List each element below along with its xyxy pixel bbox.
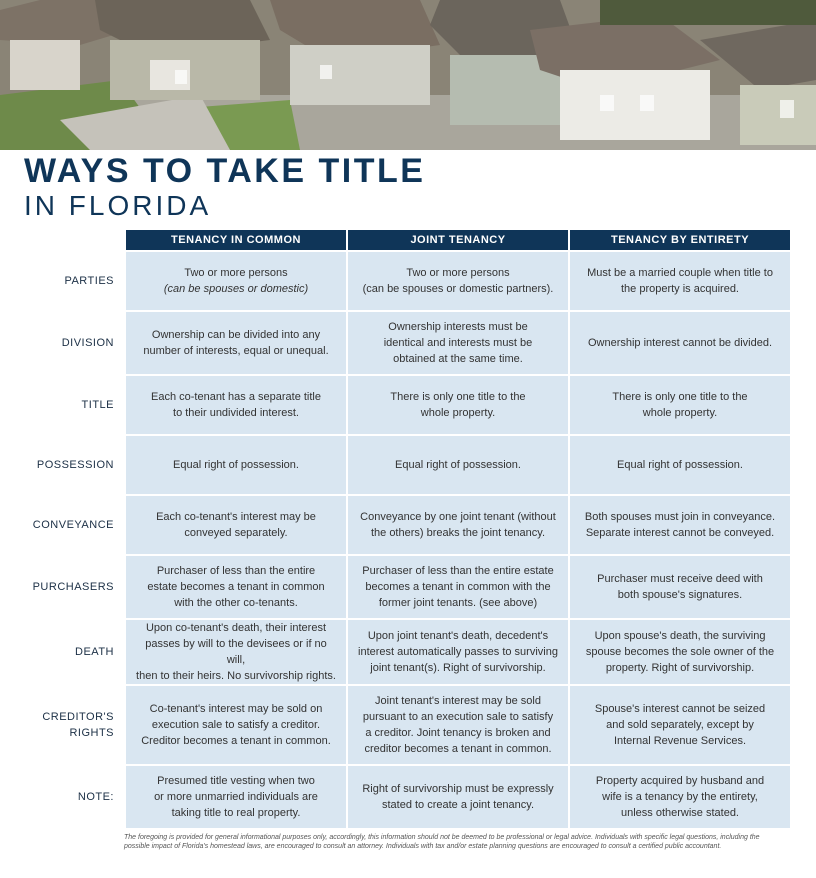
row-label — [26, 436, 124, 494]
disclaimer-footer: The foregoing is provided for general informational purposes only, accordingly, this information should not be deemed to be professional or legal advice. Individuals with specific legal questions, including the possible impact of Florida's homestead laws, are encouraged to consult an attorney. Individuals with tax and/or estate planning questions are encouraged to consult a certified public accountant. — [124, 834, 760, 850]
column-header-joint-tenancy: JOINT TENANCY — [348, 230, 568, 250]
cell-text-line: Ownership can be divided into any — [151, 329, 321, 341]
table-cell — [126, 252, 346, 310]
cell-text-line: identical and interests must be — [383, 337, 533, 349]
cell-text-line: conveyed separately. — [184, 527, 288, 539]
cell-text-line: or more unmarried individuals are — [154, 791, 318, 803]
cell-text-line: the others) breaks the joint tenancy. — [370, 527, 546, 539]
table-cell — [126, 556, 346, 618]
cell-text-line: Upon spouse's death, the surviving — [594, 630, 766, 642]
cell-text-line: a creditor. Joint tenancy is broken and — [365, 727, 551, 739]
table-row — [26, 556, 790, 618]
cell-text-line: creditor becomes a tenant in common. — [364, 743, 552, 755]
table-cell — [348, 376, 568, 434]
table-cell — [348, 252, 568, 310]
table-cell — [570, 376, 790, 434]
row-label-line: DEATH — [75, 646, 114, 658]
header-blank-cell — [26, 230, 124, 250]
row-label — [26, 496, 124, 554]
cell-text-line: Purchaser of less than the entire estate — [362, 565, 554, 577]
table-cell — [126, 686, 346, 764]
row-label-line: POSSESSION — [36, 459, 114, 471]
row-label — [26, 620, 124, 684]
table-cell — [126, 436, 346, 494]
table-cell — [570, 620, 790, 684]
cell-text-line: There is only one title to the — [390, 391, 526, 403]
cell-text-line: (can be spouses or domestic partners). — [362, 283, 554, 295]
cell-text-line: estate becomes a tenant in common — [147, 581, 325, 593]
cell-text-line: passes by will to the devisees or if no will, — [145, 638, 327, 666]
table-header-row — [26, 230, 790, 250]
cell-text-line: to their undivided interest. — [173, 407, 299, 419]
row-label-line: NOTE: — [77, 791, 114, 803]
row-label — [26, 686, 124, 764]
table-row — [26, 766, 790, 828]
title-block — [24, 152, 425, 222]
table-cell — [570, 686, 790, 764]
cell-text-line: Ownership interest cannot be divided. — [587, 337, 773, 349]
cell-text-line: Separate interest cannot be conveyed. — [585, 527, 775, 539]
table-cell — [126, 766, 346, 828]
row-label — [26, 252, 124, 310]
cell-text-line: Internal Revenue Services. — [613, 735, 747, 747]
cell-text-line: Each co-tenant's interest may be — [156, 511, 316, 523]
table-row — [26, 252, 790, 310]
cell-text-line: pursuant to an execution sale to satisfy — [362, 711, 554, 723]
cell-text-line: Upon co-tenant's death, their interest — [145, 622, 327, 634]
table-cell — [570, 556, 790, 618]
table-cell — [126, 376, 346, 434]
table-cell — [348, 686, 568, 764]
cell-text-line: whole property. — [642, 407, 718, 419]
cell-text-line: Equal right of possession. — [173, 459, 299, 471]
cell-text-line: (can be spouses or domestic) — [163, 283, 309, 295]
row-label-line: TITLE — [81, 399, 114, 411]
cell-text-line: then to their heirs. No survivorship rights. — [136, 670, 336, 682]
table-cell — [348, 620, 568, 684]
cell-text-line: Spouse's interest cannot be seized — [594, 703, 766, 715]
cell-text-line: Each co-tenant has a separate title — [151, 391, 321, 403]
cell-text-line: Ownership interests must be — [388, 321, 528, 333]
cell-text-line: Purchaser must receive deed with — [597, 573, 763, 585]
table-row — [26, 686, 790, 764]
row-label-line: CONVEYANCE — [32, 519, 114, 531]
table-cell — [570, 496, 790, 554]
row-label-line: RIGHTS — [69, 727, 114, 739]
table-cell — [126, 312, 346, 374]
column-header-tenancy-by-entirety: TENANCY BY ENTIRETY — [570, 230, 790, 250]
page-subtitle: IN FLORIDA — [24, 190, 212, 221]
cell-text-line: Property acquired by husband and — [595, 775, 765, 787]
cell-text-line: stated to create a joint tenancy. — [381, 799, 535, 811]
cell-text-line: Two or more persons — [184, 267, 288, 279]
cell-text-line: Upon joint tenant's death, decedent's — [367, 630, 549, 642]
table-cell — [570, 312, 790, 374]
table-cell — [570, 252, 790, 310]
row-label — [26, 376, 124, 434]
table-cell — [126, 496, 346, 554]
cell-text-line: unless otherwise stated. — [620, 807, 739, 819]
row-label — [26, 312, 124, 374]
cell-text-line: Two or more persons — [406, 267, 510, 279]
title-comparison-table — [24, 228, 792, 830]
cell-text-line: interest automatically passes to surviving — [358, 646, 558, 658]
cell-text-line: execution sale to satisfy a creditor. — [151, 719, 321, 731]
row-label-line: PURCHASERS — [32, 581, 114, 593]
table-cell — [348, 436, 568, 494]
cell-text-line: obtained at the same time. — [393, 353, 523, 365]
table-row — [26, 620, 790, 684]
cell-text-line: spouse becomes the sole owner of the — [585, 646, 775, 658]
cell-text-line: becomes a tenant in common with the — [365, 581, 551, 593]
cell-text-line: the property is acquired. — [620, 283, 739, 295]
cell-text-line: Equal right of possession. — [395, 459, 521, 471]
cell-text-line: both spouse's signatures. — [617, 589, 743, 601]
table-cell — [126, 620, 346, 684]
cell-text-line: property. Right of survivorship. — [605, 662, 755, 674]
cell-text-line: Purchaser of less than the entire — [156, 565, 316, 577]
cell-text-line: Both spouses must join in conveyance. — [584, 511, 776, 523]
table-row — [26, 436, 790, 494]
table-row — [26, 496, 790, 554]
cell-text-line: Joint tenant's interest may be sold — [375, 695, 541, 707]
table-row — [26, 376, 790, 434]
cell-text-line: There is only one title to the — [612, 391, 748, 403]
header-photo-houses — [0, 0, 816, 150]
cell-text-line: taking title to real property. — [171, 807, 301, 819]
cell-text-line: Must be a married couple when title to — [587, 267, 773, 279]
cell-text-line: and sold separately, except by — [606, 719, 754, 731]
row-label — [26, 556, 124, 618]
cell-text-line: Right of survivorship must be expressly — [362, 783, 554, 795]
cell-text-line: Equal right of possession. — [617, 459, 743, 471]
table-cell — [348, 312, 568, 374]
table-cell — [570, 766, 790, 828]
cell-text-line: former joint tenants. (see above) — [378, 597, 538, 609]
table-cell — [570, 436, 790, 494]
column-header-tenancy-in-common: TENANCY IN COMMON — [126, 230, 346, 250]
cell-text-line: Presumed title vesting when two — [157, 775, 315, 787]
row-label-line: CREDITOR'S — [42, 711, 114, 723]
cell-text-line: whole property. — [420, 407, 496, 419]
row-label — [26, 766, 124, 828]
cell-text-line: Co-tenant's interest may be sold on — [149, 703, 323, 715]
cell-text-line: joint tenant(s). Right of survivorship. — [370, 662, 546, 674]
table-row — [26, 312, 790, 374]
cell-text-line: wife is a tenancy by the entirety, — [602, 791, 758, 803]
cell-text-line: Creditor becomes a tenant in common. — [141, 735, 331, 747]
cell-text-line: number of interests, equal or unequal. — [143, 345, 329, 357]
cell-text-line: with the other co-tenants. — [174, 597, 298, 609]
row-label-line: PARTIES — [64, 275, 114, 287]
row-label-line: DIVISION — [61, 337, 114, 349]
cell-text-line: Conveyance by one joint tenant (without — [360, 511, 556, 523]
table-cell — [348, 766, 568, 828]
page-title: WAYS TO TAKE TITLE — [24, 152, 426, 190]
table-cell — [348, 496, 568, 554]
table-cell — [348, 556, 568, 618]
